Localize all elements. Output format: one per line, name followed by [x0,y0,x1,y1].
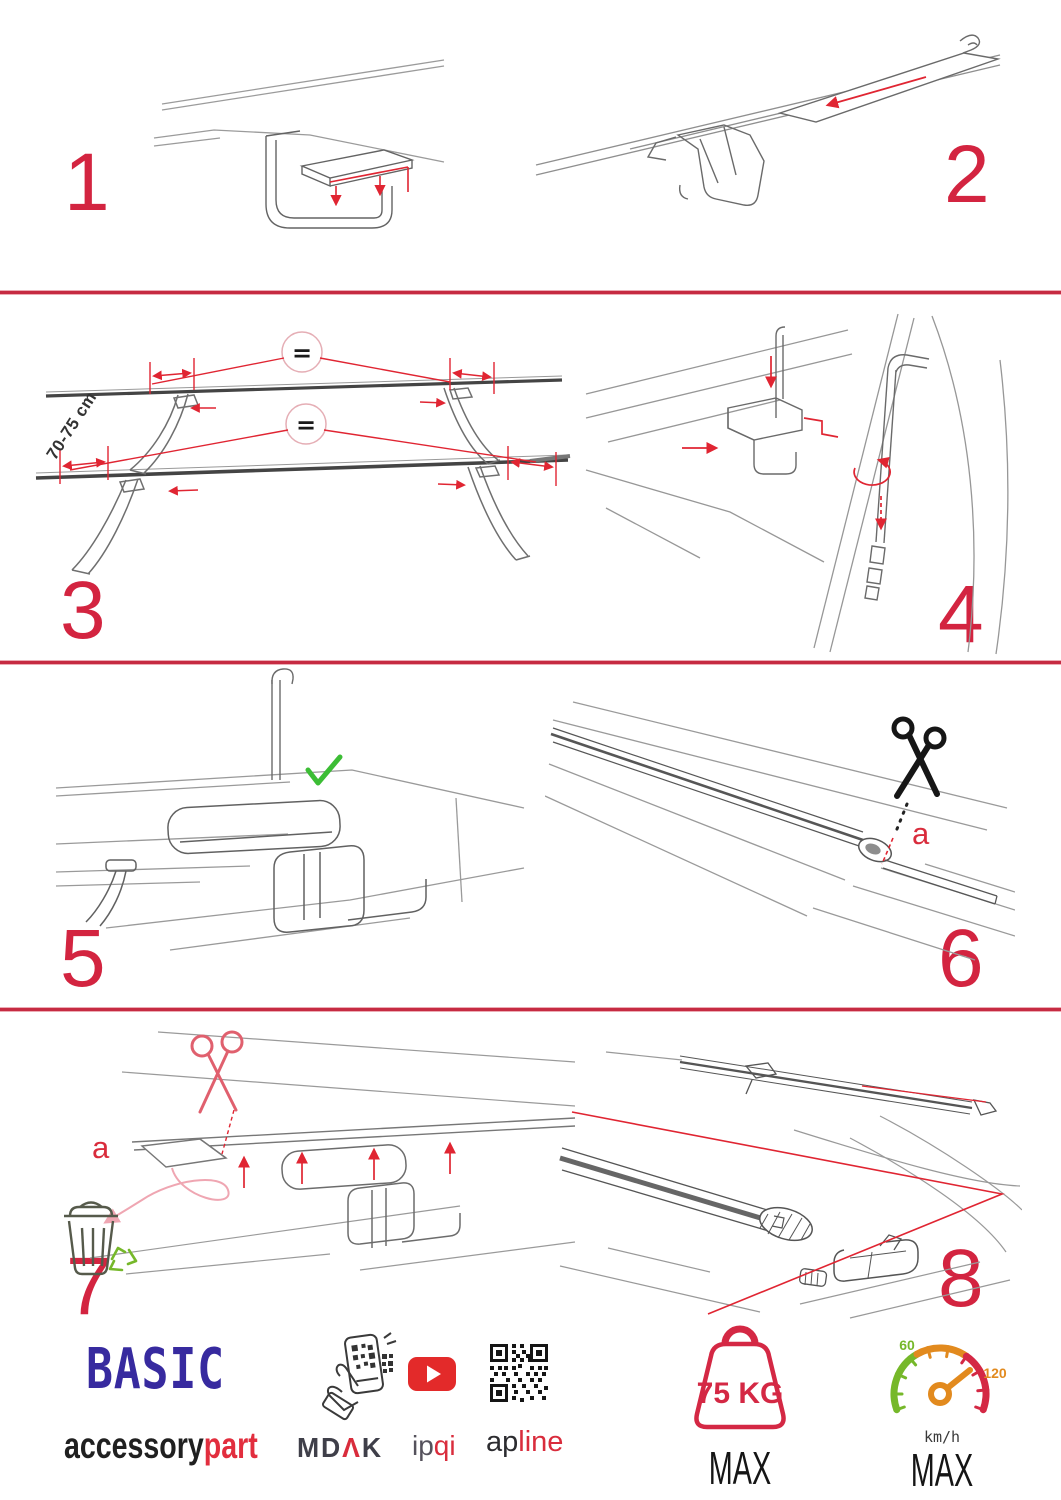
apline-pre: ap [486,1426,519,1458]
max-load-label: MAX [708,1443,772,1495]
scissors-outline-icon [192,1032,242,1112]
brand-black: accessory [64,1425,204,1467]
mdak-accent: Λ [342,1432,362,1463]
brand-red: part [203,1425,258,1467]
ipqi-pre: ip [412,1430,434,1461]
step-5-illustration [50,658,530,958]
door-frame-lines [154,60,444,162]
scissors-icon [894,719,944,796]
step-3-illustration [30,300,575,595]
allen-key [272,669,293,780]
step-1-number: 1 [64,137,110,228]
strip-and-flap [132,1118,575,1167]
speed-60-label: 60 [899,1337,915,1353]
speedometer-icon [872,1330,1012,1442]
step-6-number: 6 [938,913,984,1004]
ipqi-accent: qi [433,1430,456,1461]
max-load-value: 75 KG [696,1377,784,1410]
part-a-label-step7: a [92,1130,110,1165]
rubber-strip [780,35,998,122]
step-8-number: 8 [938,1233,984,1324]
partner-apline-logo [486,1428,563,1457]
step-8-illustration [550,1008,1022,1324]
discard-curve-arrow [106,1168,229,1222]
mdak-pre: MD [297,1432,343,1463]
zoom-callout-lines [572,1086,1002,1314]
clamp-and-key [728,327,929,600]
step-3-number: 3 [60,565,106,656]
product-line-logo: BASIC [86,1337,225,1402]
max-speed-label: MAX [910,1445,974,1497]
partner-ipqi-logo [412,1432,456,1460]
qr-code-icon [490,1344,548,1402]
speed-120-label: 120 [983,1365,1007,1381]
roof-frame-lines [586,314,1008,660]
check-icon [308,757,340,783]
step-4-illustration [580,300,1010,660]
mdak-post: K [361,1432,383,1463]
phone-scan-icon [312,1330,398,1422]
recycle-icon [110,1248,136,1270]
clamp-assembly [281,1144,460,1248]
step-6-illustration [545,668,1015,968]
step-4-number: 4 [938,569,984,660]
trash-icon [64,1203,118,1275]
step-5-number: 5 [60,913,106,1004]
clamp-assembly [86,800,426,933]
partner-mdak-logo [297,1434,383,1462]
action-arrows [682,356,890,528]
equal-symbol-2: = [295,411,317,439]
speed-unit-label: km/h [923,1428,961,1446]
youtube-icon [408,1356,456,1392]
needle-hub [931,1385,949,1403]
apline-accent: line [518,1426,564,1458]
step-7-number: 7 [66,1241,112,1332]
equal-symbol-1: = [291,339,313,367]
bar-distance-label: 70-75 cm [42,388,101,464]
part-a-label-step6: a [912,816,930,851]
step-1-illustration [150,40,450,250]
step-7-illustration [30,1012,575,1277]
step-2-illustration [530,15,1010,220]
step-2-number: 2 [944,129,990,220]
brand-logo [64,1425,258,1467]
foot-clamp [648,125,764,205]
section-divider-1 [0,291,1061,294]
max-load-icon [665,1320,815,1448]
